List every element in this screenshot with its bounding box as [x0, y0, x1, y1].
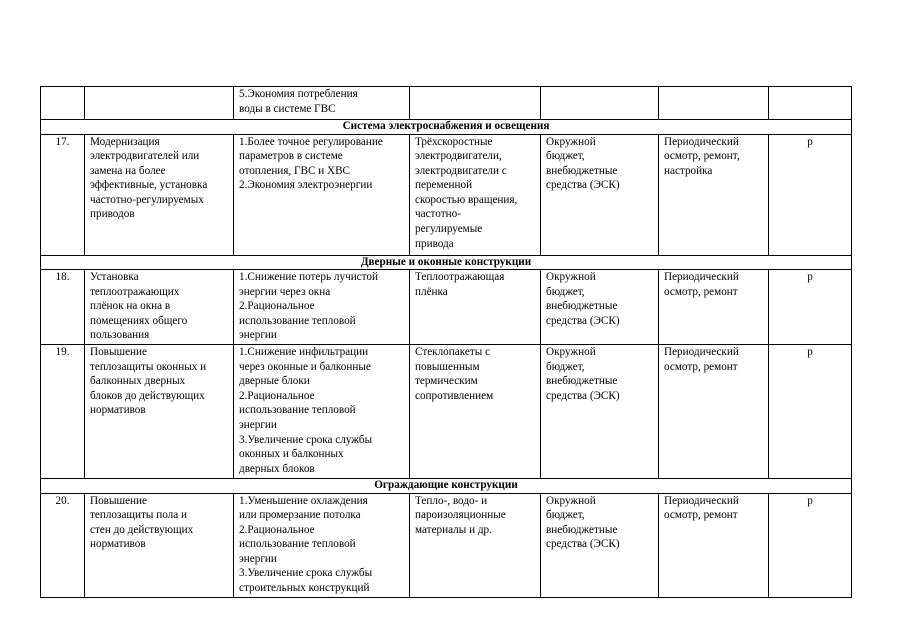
- cell-means: Стеклопакеты с повышенным термическим сопротивлением: [410, 345, 541, 479]
- cell-number: 17.: [41, 134, 85, 255]
- cell-measure-name: Повышение теплозащиты пола и стен до действующих нормативов: [85, 493, 234, 597]
- cell-mark: р: [769, 270, 852, 345]
- cell-means: Тепло-, водо- и пароизоляционные материалы и др.: [410, 493, 541, 597]
- table-row: [41, 134, 852, 255]
- cell-number: 19.: [41, 345, 85, 479]
- table-row: [41, 270, 852, 345]
- cell-effect: 1.Более точное регулирование параметров в системе отопления, ГВС и ХВС 2.Экономия электроэнергии: [234, 134, 410, 255]
- cell-maintenance: Периодический осмотр, ремонт: [659, 270, 769, 345]
- cell-funding-source: [541, 87, 659, 120]
- cell-mark: р: [769, 134, 852, 255]
- table-row: [41, 493, 852, 597]
- cell-maintenance: Периодический осмотр, ремонт: [659, 345, 769, 479]
- table-body: [41, 87, 852, 598]
- section-header-row: [41, 479, 852, 494]
- cell-measure-name: [85, 87, 234, 120]
- section-header-row: [41, 120, 852, 135]
- cell-effect: 1.Снижение потерь лучистой энергии через окна 2.Рациональное использование тепловой энергии: [234, 270, 410, 345]
- cell-mark: [769, 87, 852, 120]
- cell-number: [41, 87, 85, 120]
- cell-funding-source: Окружной бюджет, внебюджетные средства (ЭСК): [541, 493, 659, 597]
- table-row: [41, 87, 852, 120]
- section-title: Система электроснабжения и освещения: [41, 120, 852, 135]
- cell-maintenance: Периодический осмотр, ремонт: [659, 493, 769, 597]
- cell-means: Теплоотражающая плёнка: [410, 270, 541, 345]
- cell-measure-name: Установка теплоотражающих плёнок на окна в помещениях общего пользования: [85, 270, 234, 345]
- cell-measure-name: Модернизация электродвигателей или замена на более эффективные, установка частотно-регулируемых приводов: [85, 134, 234, 255]
- cell-funding-source: Окружной бюджет, внебюджетные средства (ЭСК): [541, 134, 659, 255]
- cell-maintenance: [659, 87, 769, 120]
- cell-maintenance: Периодический осмотр, ремонт, настройка: [659, 134, 769, 255]
- section-title: Ограждающие конструкции: [41, 479, 852, 494]
- table-row: [41, 345, 852, 479]
- cell-means: Трёхскоростные электродвигатели, электродвигатели с переменной скоростью вращения, частотно- регулируемые привода: [410, 134, 541, 255]
- cell-effect: 1.Уменьшение охлаждения или промерзание потолка 2.Рациональное использование тепловой энергии 3.Увеличение срока службы строительных конструкций: [234, 493, 410, 597]
- cell-effect: 5.Экономия потребления воды в системе ГВС: [234, 87, 410, 120]
- cell-effect: 1.Снижение инфильтрации через оконные и балконные дверные блоки 2.Рациональное использование тепловой энергии 3.Увеличение срока службы оконных и балконных дверных блоков: [234, 345, 410, 479]
- cell-funding-source: Окружной бюджет, внебюджетные средства (ЭСК): [541, 345, 659, 479]
- measures-table: [40, 86, 852, 598]
- cell-mark: р: [769, 493, 852, 597]
- cell-number: 18.: [41, 270, 85, 345]
- section-title: Дверные и оконные конструкции: [41, 255, 852, 270]
- cell-number: 20.: [41, 493, 85, 597]
- cell-means: [410, 87, 541, 120]
- cell-funding-source: Окружной бюджет, внебюджетные средства (ЭСК): [541, 270, 659, 345]
- cell-measure-name: Повышение теплозащиты оконных и балконных дверных блоков до действующих нормативов: [85, 345, 234, 479]
- cell-mark: р: [769, 345, 852, 479]
- section-header-row: [41, 255, 852, 270]
